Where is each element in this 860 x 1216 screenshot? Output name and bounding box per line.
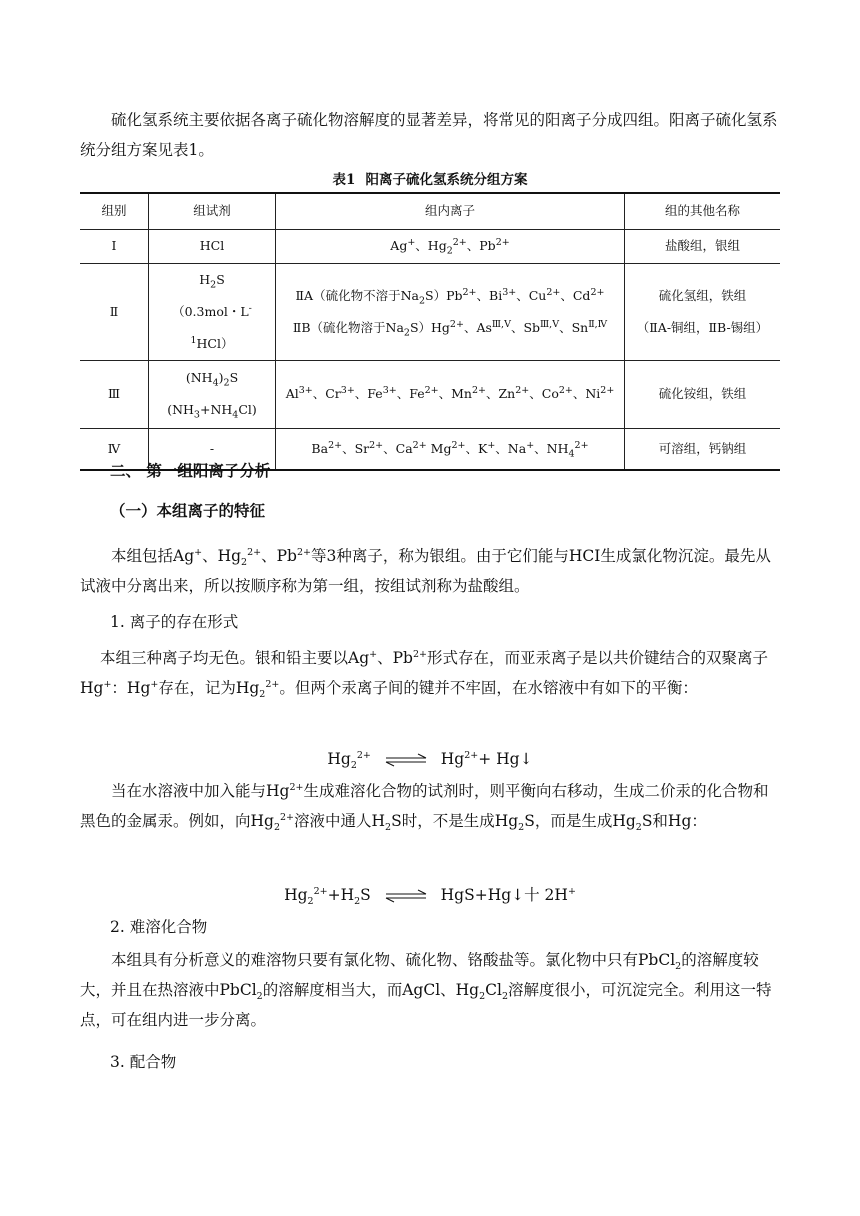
reagent-line: $H_2S$: [199, 271, 225, 290]
equation-2: [80, 880, 780, 910]
ions-subgroup-a: ⅡA（硫化物不溶于$Na_2S)Pb^{2+}$、$Bi^{3+}$、$Cu^{2+}$、$Cd^{2+}$: [295, 286, 605, 306]
ions-subgroup-b: ⅡB（硫化物溶于$Na_2S)Hg^{2+}$、$As^{Ⅲ,Ⅴ}$、$Sb^{Ⅲ,Ⅴ}$、$Sn^{Ⅱ,Ⅳ}$: [292, 318, 608, 338]
table-title: 阳离子硫化氢系统分组方案: [365, 172, 528, 188]
paragraph-existence-form: 本组三种离子均无色。银和铅主要以Ag+、$Pb^{2+}$形式存在，而亚汞离子是以共价键结合的双聚离子Hg+：Hg+存在，记为$Hg_2^{2+}$。但两个汞离子间的键并不牢固，在水镕液中有如下的平衡：: [80, 648, 768, 701]
cation-group-table: [80, 192, 780, 471]
cell-other-name: 硫化铵组，铁组: [625, 360, 781, 428]
cell-group: Ⅱ: [80, 263, 149, 360]
cell-group: Ⅲ: [80, 360, 149, 428]
equation-1-right: $Hg^{2+}+$ Hg↓: [440, 749, 533, 768]
cell-reagent: [149, 263, 276, 360]
reagent-line: $(NH_4)_2S$: [185, 370, 239, 389]
equation-1-left: $Hg_2^{2+}$: [327, 749, 371, 772]
table-label: 表1: [332, 172, 356, 188]
equation-2-right: HgS+Hg↓十 2H+: [440, 885, 576, 904]
equilibrium-arrow-icon: [384, 889, 428, 903]
cell-ions: $Ba^{2+}$、$Sr^{2+}$、$Ca^{2+}$ $Mg^{2+}$、K+、Na+、$NH_4^{2+}$: [276, 428, 625, 470]
paragraph-group-intro: 本组包括Ag+、$Hg_2^{2+}$、$Pb^{2+}$等3种离子，称为银组。由于它们能与HCI生成氯化物沉淀。最先从试液中分离出来，所以按顺序称为第一组，按组试剂称为盐酸组。: [80, 546, 771, 595]
reagent-condition: $(NH_3+NH_4Cl)$: [167, 402, 257, 421]
reagent-condition: （0.3mol・$L^{-1}HCl$）: [172, 302, 252, 351]
table-row: [80, 360, 780, 428]
header-other-name: 组的其他名称: [625, 193, 781, 229]
cell-other-name: [625, 263, 781, 360]
equation-2-left: $Hg_2^{2+}+H_2S$: [284, 885, 371, 908]
numbered-heading-3: 3. 配合物: [110, 1053, 177, 1071]
equation-1: [80, 744, 780, 774]
other-name-note: （ⅡA-铜组，ⅡB-锡组）: [636, 319, 769, 335]
cell-ions: [276, 263, 625, 360]
header-ions: 组内离子: [276, 193, 625, 229]
table-row: [80, 229, 780, 263]
cell-other-name: 盐酸组，银组: [625, 229, 781, 263]
cell-ions: $Al^{3+}$、$Cr^{3+}$、$Fe^{3+}$、$Fe^{2+}$、$Mn^{2+}$、$Zn^{2+}$、$Co^{2+}$、$Ni^{2+}$: [276, 360, 625, 428]
cell-reagent: [149, 360, 276, 428]
equilibrium-arrow-icon: [384, 753, 428, 767]
section-heading: 二、 第一组阳离子分析: [110, 461, 271, 480]
header-reagent: 组试剂: [149, 193, 276, 229]
cell-reagent: -: [149, 428, 276, 470]
header-group: 组别: [80, 193, 149, 229]
table-caption: [80, 170, 780, 190]
table-row: [80, 263, 780, 360]
numbered-heading-1: 1. 离子的存在形式: [110, 613, 239, 631]
paragraph-insoluble-compounds: 本组具有分析意义的难溶物只要有氯化物、硫化物、铬酸盐等。氯化物中只有PbCl$_2$的溶解度较大，并且在热溶液中PbCl$_2$的溶解度相当大，而AgCl、$Hg_2Cl_2$溶解度很小，可沉淀完全。利用这一特点，可在组内进一步分离。: [80, 951, 772, 1029]
cell-other-name: 可溶组，钙钠组: [625, 428, 781, 470]
cell-group: Ⅰ: [80, 229, 149, 263]
cell-reagent: HCl: [149, 229, 276, 263]
intro-paragraph: 硫化氢系统主要依据各离子硫化物溶解度的显著差异，将常见的阳离子分成四组。阳离子硫化氢系统分组方案见表1。: [80, 111, 778, 159]
cell-ions: Ag+、$Hg_2^{2+}$、$Pb^{2+}$: [276, 229, 625, 263]
cell-group: Ⅳ: [80, 428, 149, 470]
other-name-line: 硫化氢组，铁组: [658, 287, 747, 303]
paragraph-equilibrium-shift: 当在水溶液中加入能与$Hg^{2+}$生成难溶化合物的试剂时，则平衡向右移动，生成二价汞的化合物和黑色的金属汞。例如，向$Hg_2^{2+}$溶液中通人$H_2S$时，不是生成$Hg_2S$，而是生成$Hg_2S$和Hg：: [80, 781, 769, 834]
table-header-row: [80, 193, 780, 229]
numbered-heading-2: 2. 难溶化合物: [110, 918, 208, 936]
subsection-heading: （一）本组离子的特征: [110, 501, 266, 520]
